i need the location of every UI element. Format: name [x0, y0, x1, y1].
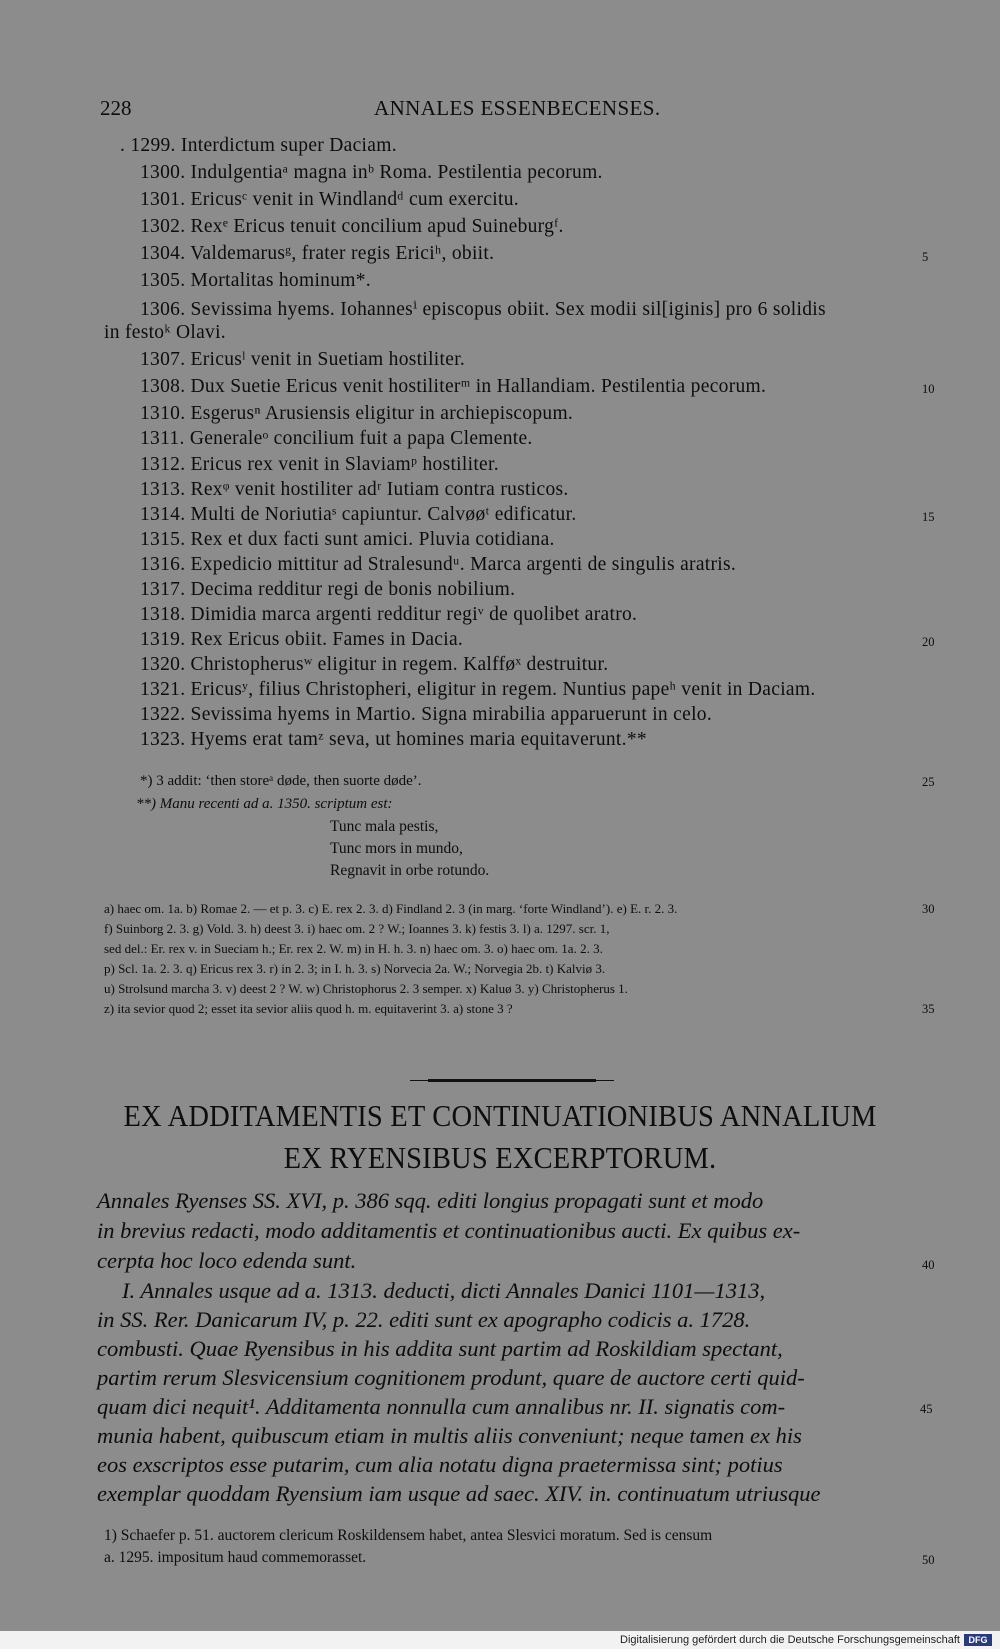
annal-entry: 1302. Rexᵉ Ericus tenuit concilium apud Suineburgᶠ. — [140, 216, 564, 237]
line-number: 45 — [920, 1402, 933, 1416]
annal-entry: 1317. Decima redditur regi de bonis nobilium. — [140, 579, 516, 600]
intro-line: I. Annales usque ad a. 1313. deducti, dicti Annales Danici 1101—1313, — [122, 1278, 766, 1303]
annal-entry: 1313. Rexᵠ venit hostiliter adʳ Iutiam contra rusticos. — [140, 479, 569, 500]
section-heading-line1: EX ADDITAMENTIS ET CONTINUATIONIBUS ANNALIUM — [123, 1098, 877, 1133]
section-divider — [428, 1079, 596, 1082]
annal-entry: 1323. Hyems erat tamᶻ seva, ut homines maria equitaverunt.** — [140, 729, 647, 750]
intro-line: in SS. Rer. Danicarum IV, p. 22. editi sunt ex apographo codicis a. 1728. — [97, 1307, 751, 1332]
annal-entry: 1322. Sevissima hyems in Martio. Signa mirabilia apparuerunt in celo. — [140, 704, 713, 725]
intro-line: exemplar quoddam Ryensium iam usque ad saec. XIV. in. continuatum utriusque — [97, 1481, 821, 1506]
intro-line: cerpta hoc loco edenda sunt. — [97, 1248, 357, 1273]
annal-entry: 1318. Dimidia marca argenti redditur regiᵛ de quolibet aratro. — [140, 604, 638, 625]
line-number: 25 — [922, 775, 935, 789]
footnote-single-star: *) 3 addit: ‘then storeᵃ døde, then suorte døde’. — [140, 773, 422, 789]
credit-text: Digitalisierung gefördert durch die Deutsche Forschungsgemeinschaft — [620, 1634, 960, 1646]
intro-line: quam dici nequit¹. Additamenta nonnulla cum annalibus nr. II. signatis com- — [97, 1394, 786, 1419]
annal-entry: 1311. Generaleᵒ concilium fuit a papa Clemente. — [140, 428, 533, 449]
annal-entry: 1308. Dux Suetie Ericus venit hostiliterᵐ in Hallandiam. Pestilentia pecorum. — [140, 376, 767, 397]
line-number: 35 — [922, 1002, 935, 1016]
annal-entry: 1321. Ericusʸ, filius Christopheri, eligitur in regem. Nuntius papeʰ venit in Daciam. — [140, 679, 816, 700]
variant-line: p) Scl. 1a. 2. 3. q) Ericus rex 3. r) in 2. 3; in I. h. 3. s) Norvecia 2a. W.; Norvegia 2b. t) Kalviø 3. — [104, 961, 606, 976]
intro-line: eos exscriptos esse putarim, cum alia notatu digna praetermissa sint; potius — [97, 1452, 783, 1477]
variant-line: sed del.: Er. rex v. in Sueciam h.; Er. rex 2. W. m) in H. h. 3. n) haec om. 3. o) haec om. 1a. 2. 3. — [104, 941, 603, 956]
variant-line: a) haec om. 1a. b) Romae 2. — et p. 3. c) E. rex 2. 3. d) Findland 2. 3 (in marg. ‘forte Windland’). e) E. r. 2. 3. — [104, 901, 678, 916]
line-number: 10 — [922, 382, 935, 396]
poem-line: Regnavit in orbe rotundo. — [330, 862, 490, 879]
variant-line: u) Strolsund marcha 3. v) deest 2 ? W. w) Christophorus 2. 3 semper. x) Kaluø 3. y) Christopherus 1. — [104, 981, 628, 996]
intro-line: partim rerum Slesvicensium cognitionem produnt, quare de auctore certi quid- — [97, 1365, 805, 1390]
annal-entry: 1307. Ericusˡ venit in Suetiam hostiliter. — [140, 349, 466, 370]
annal-entry: 1315. Rex et dux facti sunt amici. Pluvia cotidiana. — [140, 529, 555, 550]
footnote-double-star: **) Manu recenti ad a. 1350. scriptum est: — [136, 796, 393, 812]
running-title: ANNALES ESSENBECENSES. — [374, 96, 661, 120]
annal-entry: 1304. Valdemarusᵍ, frater regis Ericiʰ, obiit. — [140, 243, 495, 264]
annal-entry: 1314. Multi de Noriutiaˢ capiuntur. Calvøøᵗ edificatur. — [140, 504, 577, 525]
annal-entry: 1310. Esgerusⁿ Arusiensis eligitur in archiepiscopum. — [140, 403, 574, 424]
annal-entry: 1300. Indulgentiaᵃ magna inᵇ Roma. Pestilentia pecorum. — [140, 162, 603, 183]
dfg-logo: DFG — [964, 1634, 992, 1646]
annal-entry: 1319. Rex Ericus obiit. Fames in Dacia. — [140, 629, 464, 650]
line-number: 40 — [922, 1258, 935, 1272]
annal-entry: 1316. Expedicio mittitur ad Stralesundᵘ. Marca argenti de singulis aratris. — [140, 554, 737, 575]
line-number: 30 — [922, 902, 935, 916]
intro-line: combusti. Quae Ryensibus in his addita sunt partim ad Roskildiam spectant, — [97, 1336, 783, 1361]
poem-line: Tunc mors in mundo, — [330, 840, 463, 857]
annal-entry: 1305. Mortalitas hominum*. — [140, 270, 371, 291]
variant-line: z) ita sevior quod 2; esset ita sevior aliis quod h. m. equitaverint 3. a) stone 3 ? — [104, 1001, 513, 1016]
line-number: 15 — [922, 510, 935, 524]
annal-entry: 1301. Ericusᶜ venit in Windlandᵈ cum exercitu. — [140, 189, 519, 210]
intro-line: munia habent, quibuscum etiam in multis aliis conveniunt; neque tamen ex his — [97, 1423, 802, 1448]
bottom-footnote: a. 1295. impositum haud commemorasset. — [104, 1549, 367, 1566]
bottom-footnote: 1) Schaefer p. 51. auctorem clericum Roskildensem habet, antea Slesvici moratum. Sed is censum — [104, 1527, 713, 1544]
annal-entry: 1312. Ericus rex venit in Slaviamᵖ hostiliter. — [140, 454, 499, 475]
annal-entry-continuation: in festoᵏ Olavi. — [104, 322, 226, 343]
line-number: 20 — [922, 635, 935, 649]
line-number: 5 — [922, 250, 929, 264]
section-heading-line2: EX RYENSIBUS EXCERPTORUM. — [283, 1140, 717, 1175]
variant-line: f) Suinborg 2. 3. g) Vold. 3. h) deest 3. i) haec om. 2 ? W.; Ioannes 3. k) festis 3. l) a. 1297. scr. 1, — [104, 921, 610, 936]
annal-entry: . 1299. Interdictum super Daciam. — [120, 135, 397, 156]
intro-line: in brevius redacti, modo additamentis et continuationibus aucti. Ex quibus ex- — [97, 1218, 801, 1243]
line-number: 50 — [922, 1553, 935, 1567]
intro-line: Annales Ryenses SS. XVI, p. 386 sqq. editi longius propagati sunt et modo — [97, 1188, 764, 1213]
poem-line: Tunc mala pestis, — [330, 818, 439, 835]
annal-entry: 1320. Christopherusʷ eligitur in regem. Kalfføˣ destruitur. — [140, 654, 609, 675]
digitization-credit — [0, 1631, 1000, 1649]
annal-entry: 1306. Sevissima hyems. Iohannesⁱ episcopus obiit. Sex modii sil[iginis] pro 6 solidis — [140, 299, 826, 320]
page-number: 228 — [100, 96, 132, 120]
